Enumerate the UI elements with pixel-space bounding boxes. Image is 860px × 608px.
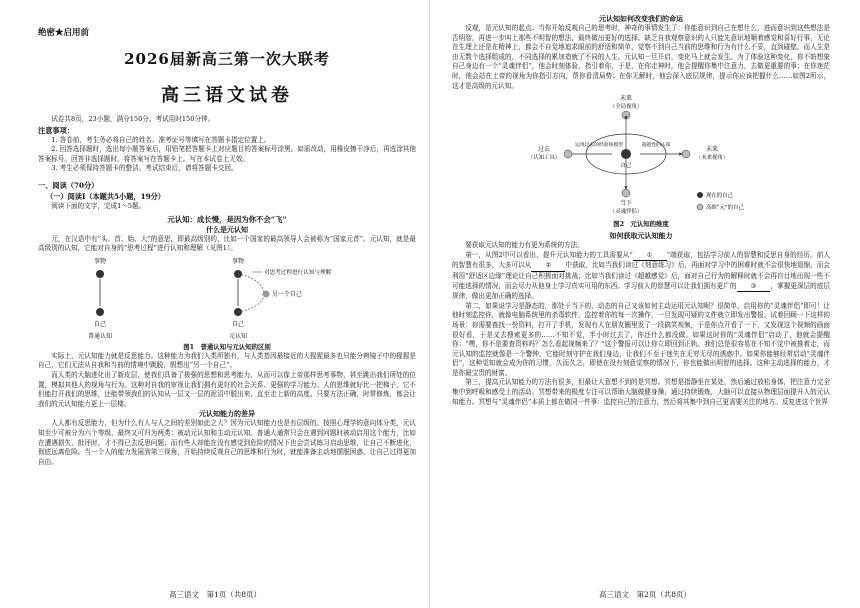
fig1-other-self: 另一个自己 — [272, 290, 303, 298]
paragraph: 实际上，元认知能力就是反思能力。这种能力为我们人类所独有，与人类基因最接近的大猩猩最多也只能分辨镜子中的猩猩是自己，它们无法从自我和当前的情境中跳脱，假想出“另一个自己”。 — [38, 351, 416, 370]
notice-title: 注意事项： — [38, 125, 74, 135]
fig2-right-sub: （未来视角） — [695, 155, 729, 162]
fig2-left-sub: （认知工具） — [527, 155, 561, 162]
fig1-self-left: 自己 — [93, 320, 107, 328]
page-footer: 高三语文 第1页（共8页） — [168, 590, 262, 599]
sub-heading: 元认知能力的差异 — [199, 409, 255, 419]
node-icon — [622, 111, 630, 119]
article-title: 元认知：成长慢，是因为你不会“飞” — [167, 214, 287, 224]
fig1-things-left: 事物 — [93, 257, 107, 265]
node-icon — [682, 150, 690, 158]
notice-item: 1. 答卷前，考生务必将自己的姓名、准考证号等填写在答题卡指定位置上。 — [51, 135, 271, 144]
heading: 元认知如何改变我们的命运 — [599, 14, 683, 23]
paragraph-with-blanks — [452, 251, 830, 302]
fig2-bottom-sub: （灵魂伴侣） — [609, 209, 643, 216]
self-dot-icon — [96, 308, 104, 316]
paragraph: 第三，提高元认知能力的方法有很多，但最让人意想不到的是冥想。冥想是指静坐在某处，然后通过放松身体，把注意力完全集中到呼吸和感受上的活动。冥想带来的极度专注可以帮助大脑做健身操，通过持续锻炼，大脑可以直接从物理层面提升人的元认知能力。冥想与“灵魂伴侣”本质上都在做同一件事：监控自己的注意力，然后将其集中到自己更需要关注的地方。反复进这个世界 — [452, 378, 830, 406]
fig2-left: 过去 — [537, 146, 551, 154]
fig2-bottom: 当下 — [619, 200, 633, 208]
reading-instruction: 阅读下面的文字，完成1～5题。 — [51, 201, 146, 210]
blank-2: ② — [531, 261, 565, 272]
other-self-dot-icon — [263, 290, 270, 297]
fig2-inner-right: 超越性的认知 — [641, 143, 671, 149]
paragraph: 第二，如果说学习是静态的，那处于当下的、动态的自己又该如何主动运用元认知呢？很简单，启用你的“灵魂伴侣”即可！让他时刻监控你，就像电脑系统里的杀毒软件，监控着你的每一次操作，一旦发现可疑的文件就立即发出警报。试着回顾一下这样的场景：你需要查找一份资料，打开了手机，发现有人在朋友圈里发了一段搞笑视频，于是你点开看了一下，又发现这个视频的画面很好看，于是又去搜索更多的……不知不觉，半小时过去了，你还什么都没做。如果这时你的“灵魂伴侣”启动了，他就会提醒你：“嘿，你不是要查资料吗？怎么看起视频来了？”这个警报可以让你立即回到正轨。我们总是很容易在不知不觉中被推着走，而元认知的监控就像是一个警钟，它能时刻守护在我们身边，让我们不至于迷失在无穷无尽的诱惑中。如果你能够经常启动“灵魂伴侣”，这种觉知就会成为你的习惯，久而久之，即使在没有刻意觉察的情况下，你也能做出明智的选择。这种主动选择的能力，才是你最宝贵的财富。 — [452, 301, 830, 377]
secret-mark: 绝密★启用前 — [38, 28, 90, 38]
notice-item: 2. 回答选择题时，选出每小题答案后，用铅笔把答题卡上对应题目的答案标号涂黑。如需改动，用橡皮擦干净后，再选涂其他答案标号。回答非选择题时，将答案写在答题卡上。写在本试卷上无效。 — [38, 145, 416, 163]
paragraph: 人人都有反思能力，但为什么有人与人之间的差别如此之大？因为元认知能力也是有层级的。按照心理学的意向体分类，元认知至少可被分为六个等级，最终又可归为两类：被动元认知和主动元认知。普通人通常只会在遇到问题时被动启用这个能力，比如在遭遇损失、批评时，才不得已去反思问题；而有些人却能在没有感觉到危险的情况下也会尝试练习启动思维，让自己不断进化，彻底远离危险。当一个人的能力发展到第三视角，开始持续反观自己的思维和行为时，就能准备主动地摆脱困惑，让自己过得更加自由。 — [38, 419, 416, 466]
subsection-heading: （一）阅读Ⅰ（本题共5小题，19分） — [46, 191, 165, 201]
paragraph: 元，在汉语中有“头、首、始、大”的意思，即最高级别的，比如一个国家的最高领导人会被称为“国家元首”。元认知，就是最高级别的认知，它能对自身的“思考过程”进行认知和理解（见图1）。 — [38, 234, 416, 253]
legend-current-self-icon — [697, 192, 703, 198]
exam-info: 试卷共8页，23小题，满分150分。考试用时150分钟。 — [51, 115, 215, 123]
page-2 — [430, 0, 860, 608]
fig2-legend-1: 现在的自己 — [706, 193, 733, 200]
fig1-normal-label: 普通认知 — [87, 332, 113, 340]
figure-1 — [38, 254, 416, 352]
paragraph: 反观，是元认知的起点。当你开始反观自己的思考时，神奇的事情发生了：你能意识到自己在想什么，进而意识到这些想法是否明智，再进一步叫上那些不明智的想法，最终做出更好的选择。缺乏自我观察意识的人只能先意识地顺着感觉和喜好行事，无论在生理上还是在精神上，都会不自觉地追求眼前的舒适和简单，觉察不到自己当前的思维和行为有什么不妥，直到碰壁。而人生是由无数个选择组成的，不同选择的累加造就了不同的人生。元认知一旦开启，变化马上就会发生。为了体验这种变化，你不妨想象自己身边有一个“灵魂伴侣”，他会时刻体验、指引着你，于是，在你走神时，他会提醒你集中注意力，去做更重要的事；在你迷茫时，他会站在上帝的视角为你指引方向，帮你看清局势；在你无解时，他会深入底层规律，提示你应该把握什么……如图2所示，这才是高级的元认知。 — [452, 24, 830, 90]
fig2-top: 未来 — [619, 95, 633, 103]
fig2-top-sub: （全局视角） — [609, 104, 643, 111]
blank-3: ③ — [737, 282, 771, 293]
heading: 如何获取元认知能力 — [609, 231, 673, 241]
page-footer: 高三语文 第2页（共8页） — [598, 590, 692, 599]
self-center-icon — [621, 149, 631, 159]
figure-2-caption: 图2 元认知的维度 — [613, 220, 669, 229]
fig1-note: 对思考过程进行认知与理解 — [264, 269, 332, 276]
figure-2-diagram — [452, 91, 830, 219]
paper-title: 高三语文试卷 — [161, 85, 293, 106]
node-icon — [622, 189, 630, 197]
figure-1-caption: 图1 普通认知与元认知的区别 — [183, 342, 271, 351]
fig2-center: 自己 — [620, 163, 632, 170]
text-run: ，掌握更深层的底层规律，做出更加正确的选择。 — [452, 281, 831, 301]
figure-1-diagram — [38, 254, 416, 342]
legend-meta-self-icon — [697, 204, 703, 210]
text-run: ”端获取，包括学习前人的智慧和反思自身的经历。前人的智慧有很多，大多可以从 — [452, 250, 830, 270]
paragraph: 要获取元认知的能力有更为系统的方法。 — [465, 241, 584, 250]
node-icon — [564, 150, 572, 158]
figure-2 — [452, 91, 830, 231]
fig1-meta-label: 元认知 — [228, 332, 248, 340]
fig2-legend-2: 高维“元”的自己 — [706, 205, 744, 212]
fig1-self-right: 自己 — [231, 320, 245, 328]
exam-title: 2026届新高三第一次大联考 — [124, 50, 330, 68]
fig1-things-right: 事物 — [231, 257, 245, 265]
blank-1: ① — [633, 251, 667, 262]
text-run: 中获取，比如当我们读过《刻意练习》后，再面对学习中的困难时就不会很快地退缩，而会利用“舒适区边缘”理论让自己积极面对挑战；比如当我们读过《超越感觉》后，面对自己行为的解释时就不会再盲目地出现一些不可能选择的情况，而会尽力从他身上学习真实可用的东西。学习前人的智慧可以让我们拥有更广的 — [452, 261, 831, 290]
sub-heading: 什么是元认知 — [206, 224, 248, 234]
fig2-inner-left: 运用过去的经验和模型 — [575, 143, 623, 149]
section-heading: 一、阅读（70分） — [38, 180, 99, 190]
fig2-right: 未来 — [705, 146, 719, 154]
paragraph: 而人类的大脑进化出了新皮层，使我们具备了极强的思想和思考能力，从而可以像上帝那样思考事物，甚至跳出我们所处的位置，模拟其他人的视角与行为。这种对自我的审视让我们拥有更好的社会关系、更强的学习能力。人的思维就好比一把梯子，它不但能打开我们的思维，还能带领我们的认知从一层又一层的泥沼中脱出来，直至走上新的高度。只要方法正确，时常修炼，都会让我们的元认知能力更上一层楼。 — [38, 370, 416, 408]
thing-dot-icon — [96, 270, 104, 278]
text-run: 第一，从图2中可以看出，提升元认知能力的工具需要从“ — [465, 250, 633, 259]
notice-item: 3. 考生必须保持答题卡的整洁。考试结束后，请将答题卡交回。 — [51, 164, 238, 173]
